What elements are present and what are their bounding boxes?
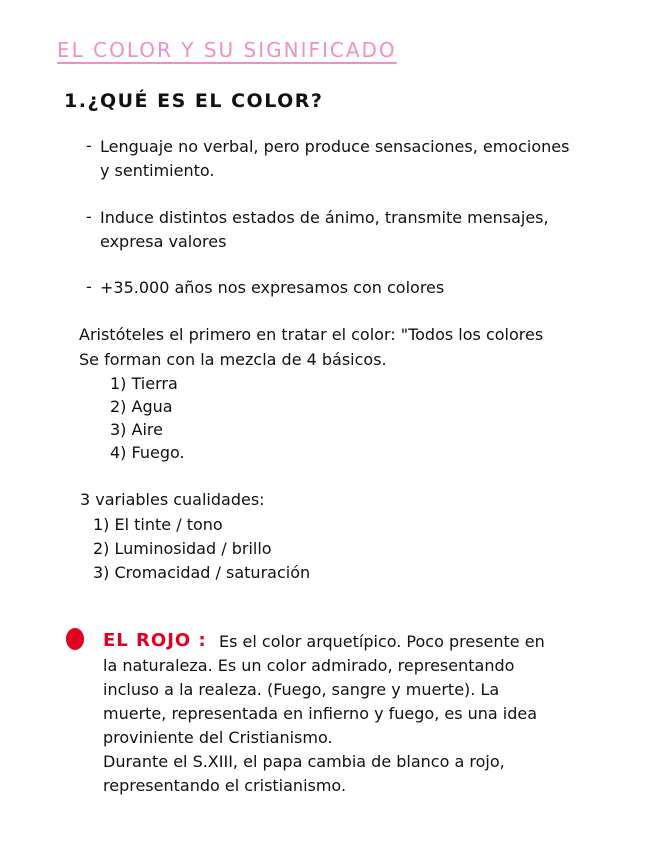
bullet-1-line-1: Lenguaje no verbal, pero produce sensaciones, emociones [100,137,570,156]
bullet-2-line-2: expresa valores [100,232,227,251]
variables-item: 1) El tinte / tono [93,515,223,534]
rojo-line-5: proviniente del Cristianismo. [103,728,333,747]
rojo-label: EL ROJO : [103,630,207,651]
aristoteles-item: 1) Tierra [110,374,178,393]
page-title: EL COLOR Y SU SIGNIFICADO [57,38,397,62]
bullet-dash: - [86,207,92,226]
variables-item: 3) Cromacidad / saturación [93,563,311,582]
aristoteles-line-2: Se forman con la mezcla de 4 básicos. [79,350,387,369]
aristoteles-item: 3) Aire [110,420,163,439]
bullet-3-line-1: +35.000 años nos expresamos con colores [100,278,445,297]
rojo-line-7: representando el cristianismo. [103,776,347,795]
rojo-line-1: Es el color arquetípico. Poco presente en [219,632,545,651]
red-dot-icon [66,628,84,650]
rojo-line-2: la naturaleza. Es un color admirado, representando [103,656,515,675]
bullet-1-line-2: y sentimiento. [100,161,215,180]
aristoteles-item: 4) Fuego. [110,443,185,462]
bullet-dash: - [86,277,92,296]
section-heading: 1.¿QUÉ ES EL COLOR? [64,90,324,112]
bullet-dash: - [86,136,92,155]
rojo-line-4: muerte, representada en infierno y fuego, es una idea [103,704,538,723]
rojo-line-6: Durante el S.XIII, el papa cambia de blanco a rojo, [103,752,505,771]
aristoteles-item: 2) Agua [110,397,173,416]
variables-item: 2) Luminosidad / brillo [93,539,272,558]
variables-heading: 3 variables cualidades: [80,490,265,509]
rojo-line-3: incluso a la realeza. (Fuego, sangre y muerte). La [103,680,500,699]
aristoteles-line-1: Aristóteles el primero en tratar el color: "Todos los colores [79,325,544,344]
bullet-2-line-1: Induce distintos estados de ánimo, transmite mensajes, [100,208,549,227]
